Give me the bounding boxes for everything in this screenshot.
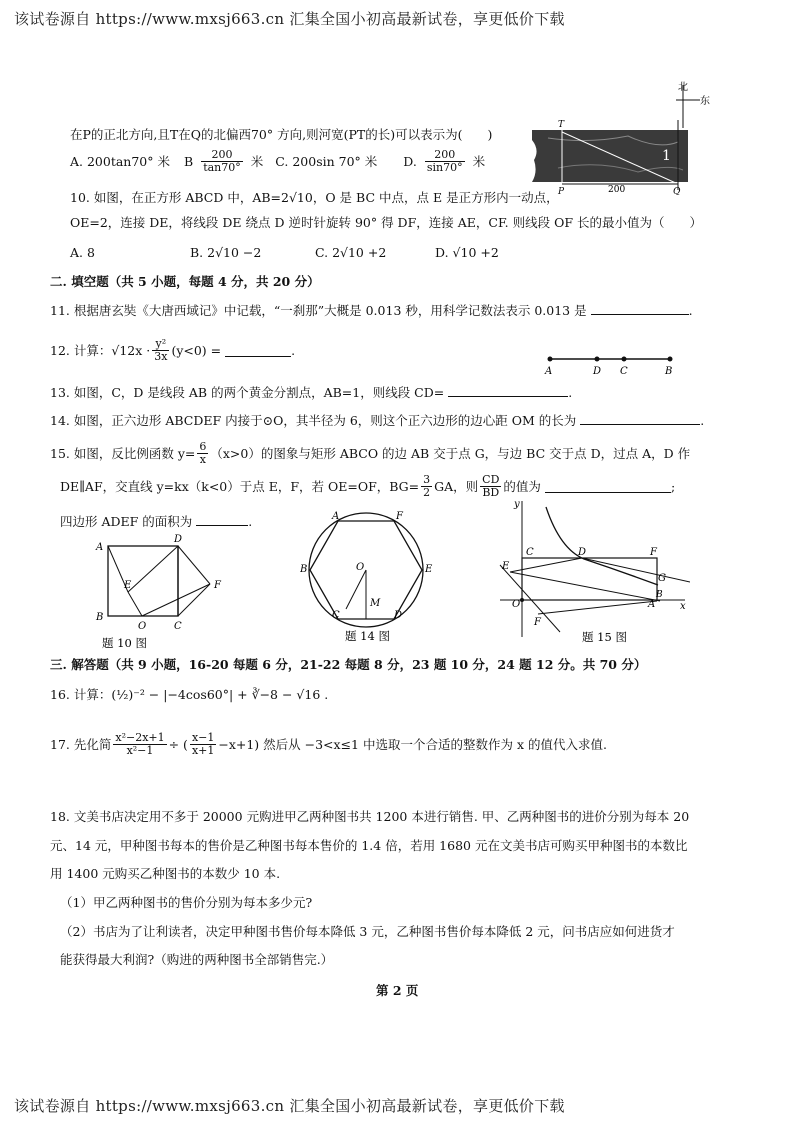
q13-segment-figure xyxy=(540,350,680,378)
q10-opt-a: A. 8 xyxy=(70,245,95,260)
q9-opt-b-frac xyxy=(201,149,243,173)
q15-frac-6x xyxy=(197,441,208,465)
q17-mid: ÷ ( xyxy=(168,736,188,752)
fig15-label-x: x xyxy=(680,601,686,612)
fig15-label-B: B xyxy=(656,590,663,600)
q9-opt-b-num: 200 xyxy=(201,149,243,162)
q9-opt-d-den: sin70° xyxy=(426,160,463,174)
fig15-label-A: A xyxy=(648,599,656,610)
q14-text: 14. 如图，正六边形 ABCDEF 内接于⊙O，其半径为 6，则这个正六边形的边心距 OM 的长为 . xyxy=(50,413,705,428)
q12-text: 12. 计算：√12x · $\frac{\text{y²}}{3x}$ (y<0) = . xyxy=(50,337,296,363)
fig14-label-E: E xyxy=(425,564,433,575)
q13-text: 13. 如图，C，D 是线段 AB 的两个黄金分割点，AB=1，则线段 CD= . xyxy=(50,385,573,400)
q17-frac-1 xyxy=(113,732,166,756)
q11-stem: 11. 根据唐玄奘《大唐西域记》中记载，“一刹那”大概是 0.013 秒，用科学记数法表示 0.013 是 xyxy=(50,303,587,318)
fig15-label-F-top: F xyxy=(650,547,657,558)
q12-den: 3x xyxy=(154,349,168,363)
q17-text xyxy=(50,732,607,756)
figure-14 xyxy=(300,508,440,653)
q12-frac xyxy=(152,338,169,362)
compass-north-label: 北 xyxy=(678,82,688,93)
q13-label-A: A xyxy=(545,366,553,377)
q9-opt-d-frac xyxy=(425,149,465,173)
q9-opt-b-den: tan70° xyxy=(203,160,241,174)
q17-frac-2-den: x+1 xyxy=(191,743,215,757)
q9-options xyxy=(70,149,485,173)
q15-frac-32-num: 3 xyxy=(423,473,431,486)
q18-sub1: （1）甲乙两种图书的售价分别为每本多少元? xyxy=(60,895,313,910)
q17-prefix: 17. 先化简 xyxy=(50,736,112,752)
fig14-label-M: M xyxy=(370,598,381,609)
q15-frac-cdbd-num: CD xyxy=(482,473,500,486)
q17-frac-2 xyxy=(190,732,216,756)
q10-opt-d: D. √10 +2 xyxy=(435,245,499,260)
q13-label-D: D xyxy=(593,366,602,377)
fig-label-200: 200 xyxy=(608,185,626,195)
q15-frac-6x-num: 6 xyxy=(199,440,207,453)
figure-10 xyxy=(90,530,240,660)
q12-num: y² xyxy=(152,338,169,351)
fig14-label-C: C xyxy=(332,610,340,621)
q18-line2: 元、14 元，甲种图书每本的售价是乙种图书每本售价的 1.4 倍，若用 1680 元在文美书店可购买甲种图书的本数比 xyxy=(50,838,688,853)
fig14-label-A: A xyxy=(332,511,340,522)
fig15-label-E: E xyxy=(502,561,510,572)
q15-line1 xyxy=(50,441,690,465)
q9-stem: 在P的正北方向,且T在Q的北偏西70° 方向,则河宽(PT的长)可以表示为( ) xyxy=(70,127,493,142)
fig10-label-D: D xyxy=(174,534,183,545)
q18-sub2: （2）书店为了让利读者，决定甲种图书售价每本降低 3 元，乙种图书售价每本降低 2 元，问书店应如何进货才 xyxy=(60,924,675,939)
fig10-label-O: O xyxy=(138,621,147,632)
watermark-bottom: 该试卷源自 https://www.mxsj663.cn 汇集全国小初高最新试卷，享更低价下载 xyxy=(14,1097,565,1115)
q14-answer-blank[interactable] xyxy=(580,412,700,425)
fig10-label-A: A xyxy=(96,542,104,553)
fig15-label-D: D xyxy=(578,547,587,558)
q9-opt-a: A. 200tan70° 米 xyxy=(70,153,170,169)
q9-opt-b-prefix: B xyxy=(184,153,194,169)
q10-opt-c: C. 2√10 +2 xyxy=(315,245,387,260)
q15-frac-cdbd-den: BD xyxy=(482,485,500,499)
q13-stem: 13. 如图，C，D 是线段 AB 的两个黄金分割点，AB=1，则线段 CD= xyxy=(50,385,445,400)
q17-frac-1-den: x²−1 xyxy=(126,743,154,757)
q9-opt-b-suffix: 米 xyxy=(250,153,264,169)
fig10-label-E: E xyxy=(124,580,132,591)
q15-frac-32-den: 2 xyxy=(423,485,431,499)
q9-river-figure xyxy=(528,80,718,195)
q10-line2: OE=2，连接 DE，将线段 DE 绕点 D 逆时针旋转 90° 得 DF，连接 AE，CF. 则线段 OF 长的最小值为（ ） xyxy=(70,215,702,230)
fig14-label-B: B xyxy=(300,564,308,575)
fig15-label-F-bottom: F xyxy=(534,617,541,628)
fig-label-Q: Q xyxy=(673,187,681,195)
fig14-label-F: F xyxy=(396,511,403,522)
fig10-label-C: C xyxy=(174,621,182,632)
q9-opt-d-prefix: D. xyxy=(403,153,417,169)
q10-line1: 10. 如图，在正方形 ABCD 中，AB=2√10，O 是 BC 中点，点 E 是正方形内一动点， xyxy=(70,190,559,205)
q12-prefix: 12. 计算：√12x · xyxy=(50,342,151,358)
fig14-caption: 题 14 图 xyxy=(345,629,390,643)
q13-label-C: C xyxy=(620,366,628,377)
q9-opt-c: C. 200sin 70° 米 xyxy=(275,153,378,169)
q15-answer-blank-2[interactable] xyxy=(196,513,248,526)
fig15-label-C: C xyxy=(526,547,534,558)
q17-suffix: −x+1) 然后从 −3<x≤1 中选取一个合适的整数作为 x 的值代入求值. xyxy=(218,736,607,752)
q15-line2-c: 的值为 xyxy=(503,478,541,494)
fig10-caption: 题 10 图 xyxy=(102,636,147,650)
fig10-label-F: F xyxy=(214,580,221,591)
q14-stem: 14. 如图，正六边形 ABCDEF 内接于⊙O，其半径为 6，则这个正六边形的边心距 OM 的长为 xyxy=(50,413,577,428)
fig15-label-O: O xyxy=(512,599,521,610)
fig14-label-O: O xyxy=(356,562,365,573)
fig15-caption: 题 15 图 xyxy=(582,630,627,644)
q13-label-B: B xyxy=(665,366,673,377)
q16-text: 16. 计算：(½)⁻² − |−4cos60°| + ∛−8 − √16 . xyxy=(50,687,329,702)
fig15-label-y: y xyxy=(514,499,520,510)
q12-answer-blank[interactable] xyxy=(225,344,291,357)
q15-line2-b: GA，则 xyxy=(434,478,479,494)
q15-frac-32 xyxy=(421,474,432,498)
q17-frac-1-num: x²−2x+1 xyxy=(115,731,165,744)
page-number: 第 2 页 xyxy=(376,983,419,998)
fig-label-T: T xyxy=(558,120,565,130)
q9-opt-d-suffix: 米 xyxy=(472,153,486,169)
fig-label-P: P xyxy=(558,187,565,195)
q15-line1-a: 15. 如图，反比例函数 y= xyxy=(50,445,196,461)
q18-sub2b: 能获得最大利润?（购进的两种图书全部销售完.） xyxy=(60,952,334,967)
fig14-label-D: D xyxy=(394,610,403,621)
section-2-heading: 二. 填空题（共 5 小题，每题 4 分，共 20 分） xyxy=(50,274,320,289)
fig-label-1: 1 xyxy=(662,148,671,164)
watermark-top: 该试卷源自 https://www.mxsj663.cn 汇集全国小初高最新试卷，享更低价下载 xyxy=(14,10,565,28)
q15-frac-cdbd xyxy=(480,474,501,498)
q11-answer-blank[interactable] xyxy=(591,302,689,315)
q9-opt-d-num: 200 xyxy=(425,149,465,162)
q10-opt-b: B. 2√10 −2 xyxy=(190,245,262,260)
q15-line3-text: 四边形 ADEF 的面积为 xyxy=(60,514,193,529)
q15-line1-b: （x>0）的图象与矩形 ABCO 的边 AB 交于点 G，与边 BC 交于点 D，过点 A，D 作 xyxy=(210,445,691,461)
figure-15 xyxy=(490,497,690,647)
fig10-label-B: B xyxy=(96,612,104,623)
q11-text: 11. 根据唐玄奘《大唐西域记》中记载，“一刹那”大概是 0.013 秒，用科学记数法表示 0.013 是 . xyxy=(50,303,693,318)
fig15-label-G: G xyxy=(658,573,666,584)
q15-line2-a: DE∥AF，交直线 y=kx（k<0）于点 E，F，若 OE=OF，BG= xyxy=(60,478,420,494)
q12-suffix: (y<0) = xyxy=(171,342,222,358)
q18-line3: 用 1400 元购买乙种图书的本数少 10 本. xyxy=(50,866,281,881)
q15-answer-blank-1[interactable] xyxy=(545,480,671,493)
q15-line2: DE∥AF，交直线 y=kx（k<0）于点 E，F，若 OE=OF，BG= $\frac{3}{2}$ GA，则 $\frac{CD}{BD}$ 的值为 ; xyxy=(60,473,676,499)
q13-answer-blank[interactable] xyxy=(448,384,568,397)
q17-frac-2-num: x−1 xyxy=(191,731,215,744)
q15-line3: 四边形 ADEF 的面积为 . xyxy=(60,514,253,529)
section-3-heading: 三. 解答题（共 9 小题，16-20 每题 6 分，21-22 每题 8 分，23 题 10 分，24 题 12 分。共 70 分） xyxy=(50,657,647,672)
compass-east-label: 东 xyxy=(700,96,710,107)
q15-frac-6x-den: x xyxy=(199,452,206,466)
q18-line1: 18. 文美书店决定用不多于 20000 元购进甲乙两种图书共 1200 本进行销售. 甲、乙两种图书的进价分别为每本 20 xyxy=(50,809,690,824)
